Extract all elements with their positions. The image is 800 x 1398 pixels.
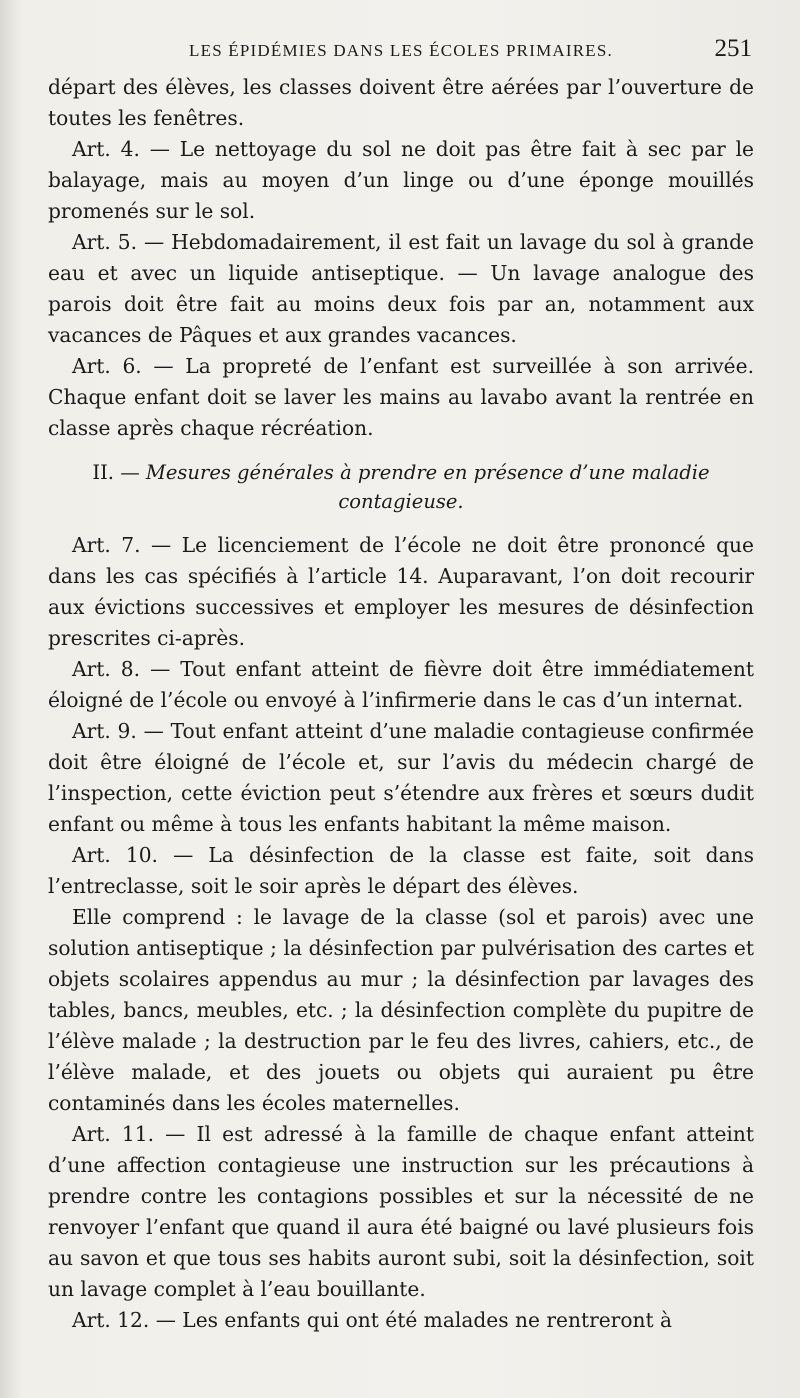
paragraph-art-7: Art. 7. — Le licenciement de l’école ne doit être prononcé que dans les cas spécifiés à l’article 14. Auparavant, l’on doit recourir aux évictions successives et employer les mesures de désinfection prescrites ci-après. bbox=[48, 533, 754, 650]
paragraph-art-4: Art. 4. — Le nettoyage du sol ne doit pas être fait à sec par le balayage, mais au moyen d’un linge ou d’une éponge mouillés promenés sur le sol. bbox=[48, 137, 754, 223]
paragraph-art-8: Art. 8. — Tout enfant atteint de fièvre doit être immédiatement éloigné de l’école ou envoyé à l’infirmerie dans le cas d’un internat. bbox=[48, 657, 754, 712]
paragraph-art-5: Art. 5. — Hebdomadairement, il est fait un lavage du sol à grande eau et avec un liquide antiseptique. — Un lavage analogue des parois doit être fait au moins deux fois par an, notamment aux vacances de Pâques et aux grandes vacances. bbox=[48, 230, 754, 347]
page-number: 251 bbox=[714, 35, 752, 62]
running-title: LES ÉPIDÉMIES DANS LES ÉCOLES PRIMAIRES. bbox=[189, 41, 613, 60]
paragraph-art-12: Art. 12. — Les enfants qui ont été malades ne rentreront à bbox=[72, 1308, 673, 1332]
paragraph-art-9: Art. 9. — Tout enfant atteint d’une maladie contagieuse confirmée doit être éloigné de l’école et, sur l’avis du médecin chargé de l’inspection, cette éviction peut s’étendre aux frères et sœurs dudit enfant ou même à tous les enfants habitant la même maison. bbox=[48, 719, 754, 836]
paragraph-art-6: Art. 6. — La propreté de l’enfant est surveillée à son arrivée. Chaque enfant doit se laver les mains au lavabo avant la rentrée en classe après chaque récréation. bbox=[48, 354, 754, 440]
paragraph-art-10-detail: Elle comprend : le lavage de la classe (sol et parois) avec une solution antiseptique ; la désinfection par pulvérisation des cartes et objets scolaires appendus au mur ; la désinfection par lavages des tables, bancs, meubles, etc. ; la désinfection complète du pupitre de l’élève malade ; la destruction par le feu des livres, cahiers, etc., de l’élève malade, et des jouets ou objets qui auraient pu être contaminés dans les écoles maternelles. bbox=[48, 905, 754, 1115]
section-title-line1: Mesures générales à prendre en présence d’une maladie bbox=[145, 461, 710, 484]
section-title-line2: contagieuse. bbox=[338, 490, 464, 513]
paragraph: départ des élèves, les classes doivent être aérées par l’ouverture de toutes les fenêtres. bbox=[48, 75, 754, 130]
running-head bbox=[48, 30, 754, 72]
paragraph-art-11: Art. 11. — Il est adressé à la famille de chaque enfant atteint d’une affection contagieuse une instruction sur les précautions à prendre contre les contagions possibles et sur la nécessité de ne renvoyer l’enfant que quand il aura été baigné ou lavé plusieurs fois au savon et que tous ses habits auront subi, soit la désinfection, soit un lavage complet à l’eau bouillante. bbox=[48, 1122, 754, 1301]
section-heading bbox=[48, 458, 754, 516]
paragraph-art-10: Art. 10. — La désinfection de la classe est faite, soit dans l’entreclasse, soit le soir après le départ des élèves. bbox=[48, 843, 754, 898]
section-number: II. — bbox=[92, 461, 140, 484]
body-text bbox=[48, 72, 754, 1336]
